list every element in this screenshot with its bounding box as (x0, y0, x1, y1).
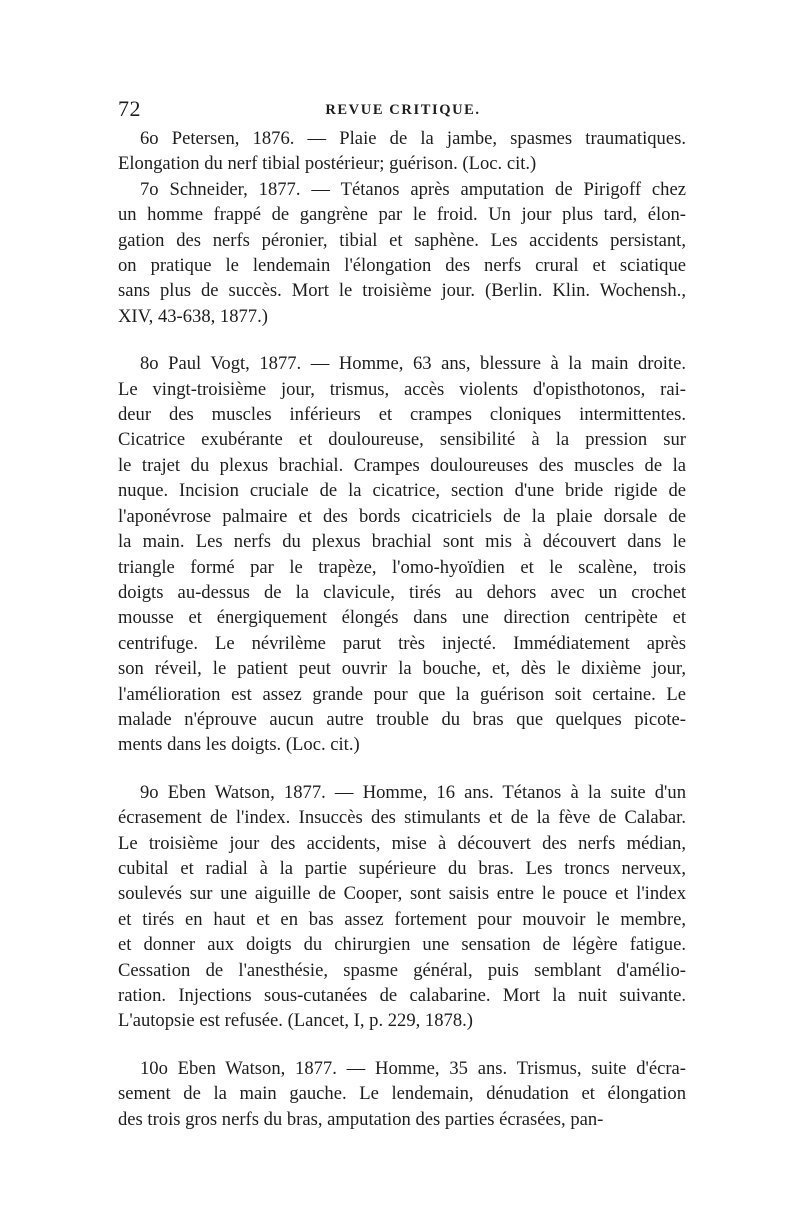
text-line: le trajet du plexus brachial. Crampes douloureuses des muscles de la (118, 454, 686, 476)
text-line: 9o Eben Watson, 1877. — Homme, 16 ans. Tétanos à la suite d'un (140, 781, 686, 803)
text-line: 8o Paul Vogt, 1877. — Homme, 63 ans, blessure à la main droite. (140, 353, 686, 375)
text-line: l'aponévrose palmaire et des bords cicatriciels de la plaie dorsale de (118, 505, 686, 527)
text-line: ments dans les doigts. (Loc. cit.) (118, 734, 360, 756)
page-number: 72 (118, 96, 141, 121)
text-line: XIV, 43-638, 1877.) (118, 305, 268, 327)
page-body (118, 126, 686, 1132)
text-line: un homme frappé de gangrène par le froid. Un jour plus tard, élon- (118, 204, 686, 226)
paragraph-entry (118, 126, 686, 177)
text-line: ration. Injections sous-cutanées de calabarine. Mort la nuit suivante. (118, 985, 686, 1006)
text-line: Cessation de l'anesthésie, spasme général, puis semblant d'amélio- (118, 959, 686, 981)
text-line: on pratique le lendemain l'élongation des nerfs crural et sciatique (118, 255, 686, 277)
text-line: sement de la main gauche. Le lendemain, dénudation et élongation (118, 1083, 686, 1105)
text-line: Cicatrice exubérante et douloureuse, sensibilité à la pression sur (118, 429, 686, 451)
paragraph-entry (118, 780, 686, 1034)
text-line: écrasement de l'index. Insuccès des stimulants et de la fève de Calabar. (118, 807, 686, 829)
text-line: Le vingt-troisième jour, trismus, accès violents d'opisthotonos, rai- (118, 378, 686, 400)
text-line: L'autopsie est refusée. (Lancet, I, p. 229, 1878.) (118, 1010, 473, 1032)
text-line: 7o Schneider, 1877. — Tétanos après amputation de Pirigoff chez (140, 178, 686, 200)
text-line: des trois gros nerfs du bras, amputation des parties écrasées, pan- (118, 1108, 604, 1130)
paragraph-entry (118, 351, 686, 758)
running-title: REVUE CRITIQUE. (325, 102, 481, 118)
text-line: son réveil, le patient peut ouvrir la bouche, et, dès le dixième jour, (118, 658, 686, 680)
text-line: doigts au-dessus de la clavicule, tirés au dehors avec un crochet (118, 581, 686, 603)
text-line: centrifuge. Le névrilème parut très injecté. Immédiatement après (118, 632, 686, 654)
text-line: sans plus de succès. Mort le troisième jour. (Berlin. Klin. Wochensh., (118, 280, 686, 302)
text-line: nuque. Incision cruciale de la cicatrice, section d'une bride rigide de (118, 480, 686, 502)
text-line: 6o Petersen, 1876. — Plaie de la jambe, spasmes traumatiques. (140, 128, 686, 149)
text-line: Le troisième jour des accidents, mise à découvert des nerfs médian, (118, 832, 686, 854)
text-line: gation des nerfs péronier, tibial et saphène. Les accidents persistant, (118, 229, 686, 251)
page-header (118, 96, 688, 126)
text-line: mousse et énergiquement élongés dans une direction centripète et (118, 607, 686, 629)
text-line: deur des muscles inférieurs et crampes cloniques intermittentes. (118, 404, 686, 426)
text-line: soulevés sur une aiguille de Cooper, sont saisis entre le pouce et l'index (118, 883, 686, 905)
text-line: la main. Les nerfs du plexus brachial sont mis à découvert dans le (118, 531, 686, 553)
text-line: cubital et radial à la partie supérieure du bras. Les troncs nerveux, (118, 857, 686, 879)
text-line: 10o Eben Watson, 1877. — Homme, 35 ans. Trismus, suite d'écra- (140, 1057, 686, 1079)
text-line: et tirés en haut et en bas assez fortement pour mouvoir le membre, (118, 908, 686, 930)
paragraph-entry (118, 177, 686, 329)
text-line: Elongation du nerf tibial postérieur; guérison. (Loc. cit.) (118, 153, 537, 175)
text-line: malade n'éprouve aucun autre trouble du bras que quelques picote- (118, 708, 686, 730)
text-line: triangle formé par le trapèze, l'omo-hyoïdien et le scalène, trois (118, 556, 686, 578)
text-line: et donner aux doigts du chirurgien une sensation de légère fatigue. (118, 934, 686, 956)
paragraph-entry (118, 1056, 686, 1132)
text-line: l'amélioration est assez grande pour que la guérison soit certaine. Le (118, 683, 686, 705)
